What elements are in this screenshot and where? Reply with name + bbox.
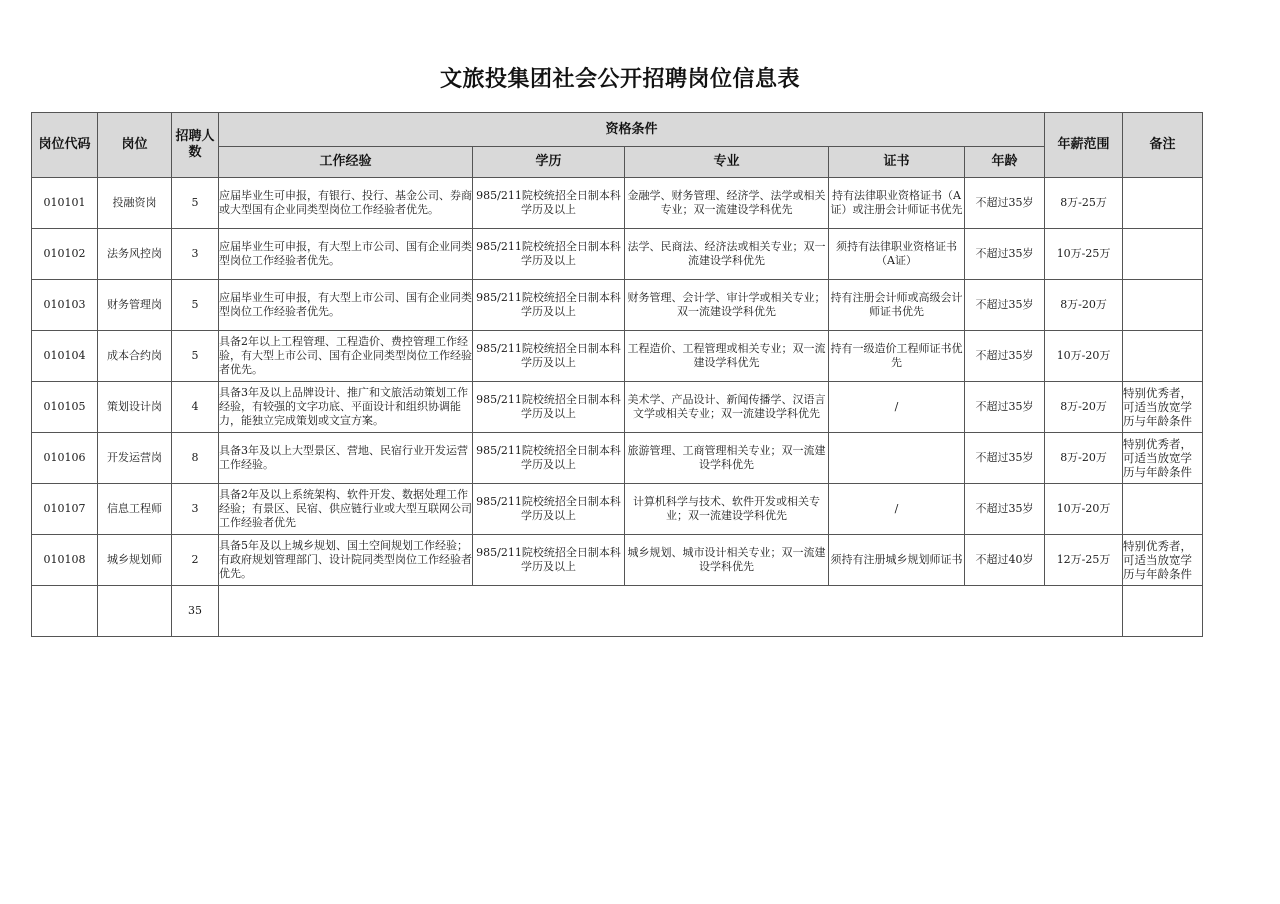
cell-major: 美术学、产品设计、新闻传播学、汉语言文学或相关专业；双一流建设学科优先	[625, 382, 829, 433]
cell-salary: 10万-20万	[1045, 484, 1123, 535]
cell-certificate: 持有法律职业资格证书（A证）或注册会计师证书优先	[829, 178, 965, 229]
cell-experience: 具备5年及以上城乡规划、国土空间规划工作经验；有政府规划管理部门、设计院同类型岗位工作经验者优先。	[219, 535, 473, 586]
cell-count: 3	[172, 484, 219, 535]
cell-count: 4	[172, 382, 219, 433]
table-row	[32, 382, 1203, 433]
header-age: 年龄	[965, 147, 1045, 178]
cell-experience: 具备3年及以上品牌设计、推广和文旅活动策划工作经验，有较强的文字功底、平面设计和组织协调能力，能独立完成策划或文宣方案。	[219, 382, 473, 433]
cell-count: 8	[172, 433, 219, 484]
cell-age: 不超过35岁	[965, 178, 1045, 229]
cell-experience: 具备2年以上工程管理、工程造价、费控管理工作经验，有大型上市公司、国有企业同类型岗位工作经验者优先。	[219, 331, 473, 382]
total-row	[32, 586, 1203, 637]
cell-major: 旅游管理、工商管理相关专业；双一流建设学科优先	[625, 433, 829, 484]
page-title: 文旅投集团社会公开招聘岗位信息表	[439, 67, 800, 92]
header-qualifications: 资格条件	[219, 113, 1045, 147]
cell-notes: 特别优秀者，可适当放宽学历与年龄条件	[1123, 433, 1203, 484]
table-row	[32, 280, 1203, 331]
cell-position: 城乡规划师	[98, 535, 172, 586]
cell-salary: 10万-25万	[1045, 229, 1123, 280]
cell-certificate: 持有一级造价工程师证书优先	[829, 331, 965, 382]
cell-certificate: 须持有注册城乡规划师证书	[829, 535, 965, 586]
cell-code: 010107	[32, 484, 98, 535]
cell-education: 985/211院校统招全日制本科学历及以上	[473, 331, 625, 382]
cell-major: 工程造价、工程管理或相关专业；双一流建设学科优先	[625, 331, 829, 382]
cell-code: 010103	[32, 280, 98, 331]
cell-education: 985/211院校统招全日制本科学历及以上	[473, 280, 625, 331]
cell-age: 不超过35岁	[965, 484, 1045, 535]
cell-major: 计算机科学与技术、软件开发或相关专业；双一流建设学科优先	[625, 484, 829, 535]
cell-position: 开发运营岗	[98, 433, 172, 484]
cell-notes: 特别优秀者，可适当放宽学历与年龄条件	[1123, 535, 1203, 586]
cell-education: 985/211院校统招全日制本科学历及以上	[473, 484, 625, 535]
total-empty-cell	[32, 586, 98, 637]
table-row	[32, 535, 1203, 586]
cell-count: 5	[172, 331, 219, 382]
cell-major: 金融学、财务管理、经济学、法学或相关专业；双一流建设学科优先	[625, 178, 829, 229]
cell-position: 投融资岗	[98, 178, 172, 229]
header-major: 专业	[625, 147, 829, 178]
cell-code: 010108	[32, 535, 98, 586]
cell-education: 985/211院校统招全日制本科学历及以上	[473, 382, 625, 433]
cell-age: 不超过35岁	[965, 229, 1045, 280]
table-row	[32, 331, 1203, 382]
total-count: 35	[172, 586, 219, 637]
cell-certificate: /	[829, 382, 965, 433]
cell-position: 财务管理岗	[98, 280, 172, 331]
cell-age: 不超过35岁	[965, 433, 1045, 484]
recruitment-table	[31, 112, 1203, 637]
header-notes: 备注	[1123, 113, 1203, 178]
cell-count: 5	[172, 178, 219, 229]
cell-age: 不超过35岁	[965, 280, 1045, 331]
cell-notes	[1123, 484, 1203, 535]
cell-notes	[1123, 331, 1203, 382]
header-code: 岗位代码	[32, 113, 98, 178]
cell-certificate: 须持有法律职业资格证书（A证）	[829, 229, 965, 280]
cell-notes	[1123, 280, 1203, 331]
table-row	[32, 178, 1203, 229]
cell-salary: 8万-25万	[1045, 178, 1123, 229]
cell-code: 010106	[32, 433, 98, 484]
cell-major: 城乡规划、城市设计相关专业；双一流建设学科优先	[625, 535, 829, 586]
cell-experience: 具备3年及以上大型景区、营地、民宿行业开发运营工作经验。	[219, 433, 473, 484]
cell-salary: 8万-20万	[1045, 433, 1123, 484]
header-salary: 年薪范围	[1045, 113, 1123, 178]
cell-certificate	[829, 433, 965, 484]
cell-notes	[1123, 178, 1203, 229]
cell-certificate: /	[829, 484, 965, 535]
cell-salary: 8万-20万	[1045, 280, 1123, 331]
total-empty-cell	[219, 586, 1123, 637]
header-education: 学历	[473, 147, 625, 178]
cell-code: 010104	[32, 331, 98, 382]
cell-notes: 特别优秀者，可适当放宽学历与年龄条件	[1123, 382, 1203, 433]
header-position: 岗位	[98, 113, 172, 178]
cell-major: 财务管理、会计学、审计学或相关专业；双一流建设学科优先	[625, 280, 829, 331]
cell-experience: 应届毕业生可申报，有大型上市公司、国有企业同类型岗位工作经验者优先。	[219, 280, 473, 331]
table-row	[32, 229, 1203, 280]
cell-education: 985/211院校统招全日制本科学历及以上	[473, 535, 625, 586]
cell-position: 成本合约岗	[98, 331, 172, 382]
table-row	[32, 433, 1203, 484]
header-certificate: 证书	[829, 147, 965, 178]
cell-education: 985/211院校统招全日制本科学历及以上	[473, 433, 625, 484]
cell-salary: 10万-20万	[1045, 331, 1123, 382]
cell-position: 策划设计岗	[98, 382, 172, 433]
cell-salary: 8万-20万	[1045, 382, 1123, 433]
cell-age: 不超过35岁	[965, 382, 1045, 433]
table-row	[32, 484, 1203, 535]
cell-code: 010105	[32, 382, 98, 433]
cell-notes	[1123, 229, 1203, 280]
header-experience: 工作经验	[219, 147, 473, 178]
cell-code: 010101	[32, 178, 98, 229]
total-empty-cell	[1123, 586, 1203, 637]
cell-education: 985/211院校统招全日制本科学历及以上	[473, 229, 625, 280]
cell-code: 010102	[32, 229, 98, 280]
cell-education: 985/211院校统招全日制本科学历及以上	[473, 178, 625, 229]
header-row-1	[32, 113, 1203, 147]
cell-age: 不超过35岁	[965, 331, 1045, 382]
cell-major: 法学、民商法、经济法或相关专业；双一流建设学科优先	[625, 229, 829, 280]
cell-experience: 具备2年及以上系统架构、软件开发、数据处理工作经验；有景区、民宿、供应链行业或大型互联网公司工作经验者优先	[219, 484, 473, 535]
cell-salary: 12万-25万	[1045, 535, 1123, 586]
cell-count: 2	[172, 535, 219, 586]
cell-count: 3	[172, 229, 219, 280]
cell-experience: 应届毕业生可申报，有银行、投行、基金公司、券商或大型国有企业同类型岗位工作经验者优先。	[219, 178, 473, 229]
cell-experience: 应届毕业生可申报，有大型上市公司、国有企业同类型岗位工作经验者优先。	[219, 229, 473, 280]
total-empty-cell	[98, 586, 172, 637]
cell-certificate: 持有注册会计师或高级会计师证书优先	[829, 280, 965, 331]
cell-count: 5	[172, 280, 219, 331]
header-count: 招聘人数	[172, 113, 219, 178]
cell-position: 信息工程师	[98, 484, 172, 535]
cell-position: 法务风控岗	[98, 229, 172, 280]
cell-age: 不超过40岁	[965, 535, 1045, 586]
